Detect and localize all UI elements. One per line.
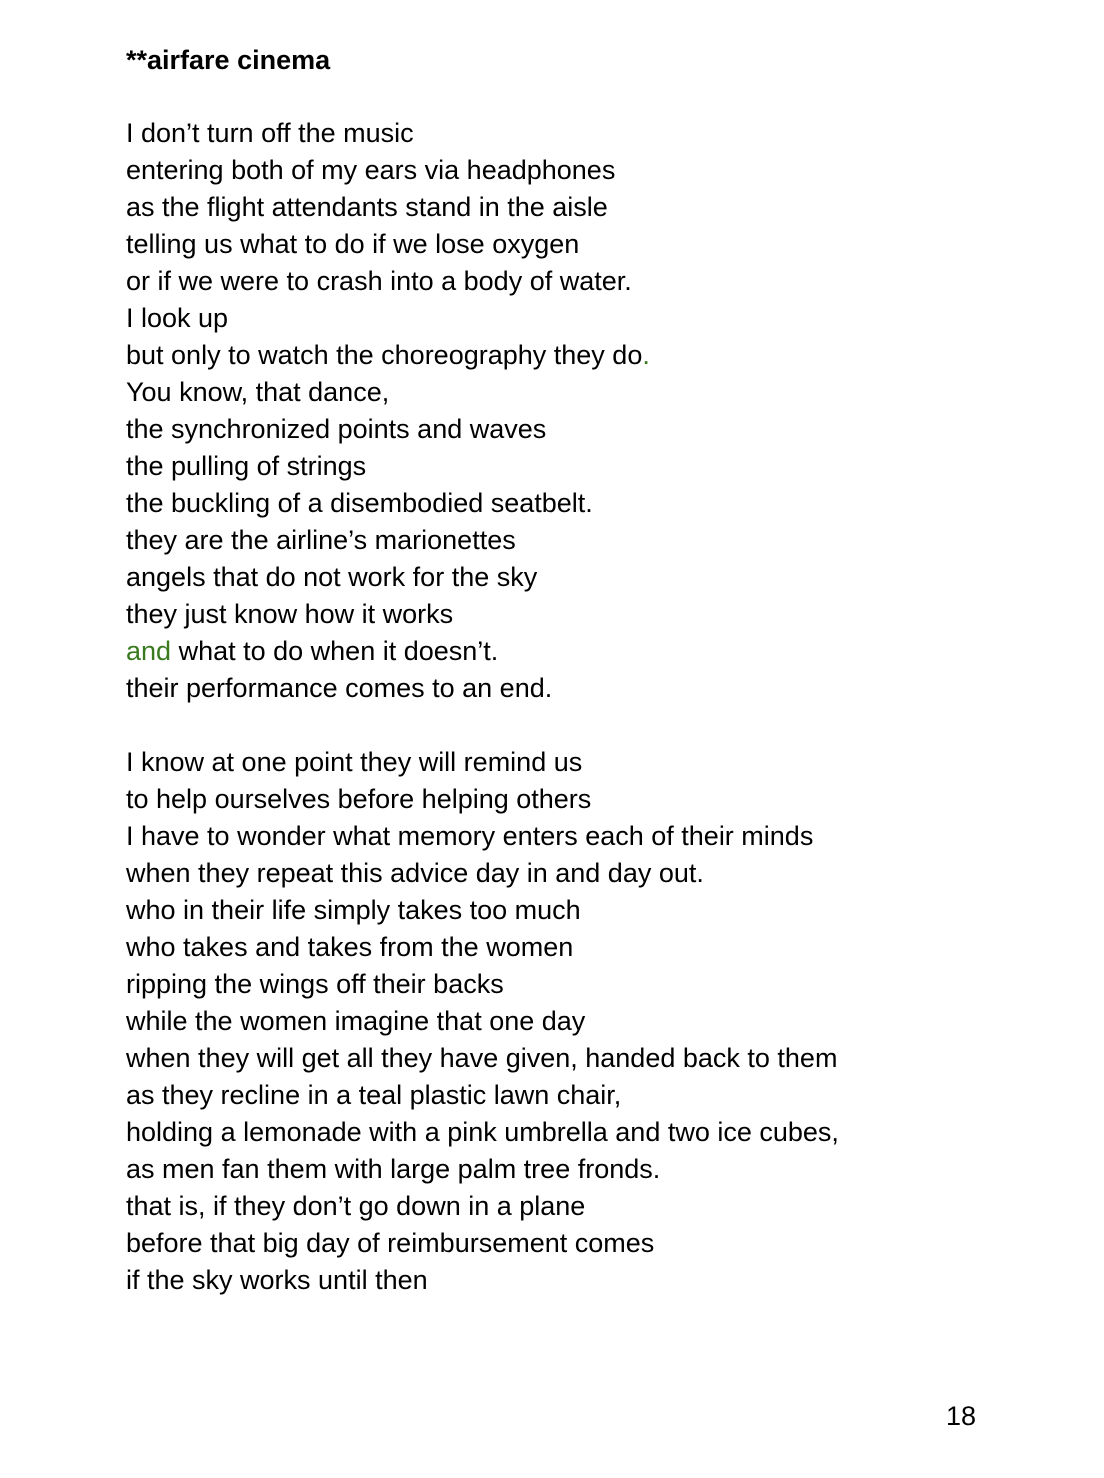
poem-title: **airfare cinema xyxy=(126,45,331,75)
poem-line: I don’t turn off the music xyxy=(126,118,414,148)
poem-line-text: what to do when it doesn’t. xyxy=(178,636,499,666)
poem-line: who in their life simply takes too much xyxy=(126,895,581,925)
poem-line: or if we were to crash into a body of water. xyxy=(126,266,632,296)
poem-line: angels that do not work for the sky xyxy=(126,562,538,592)
poem-line: while the women imagine that one day xyxy=(126,1006,586,1036)
poem-line: who takes and takes from the women xyxy=(126,932,574,962)
poem-line: they just know how it works xyxy=(126,599,454,629)
stanza-1 xyxy=(126,115,650,707)
poem-line: I have to wonder what memory enters each of their minds xyxy=(126,821,814,851)
poem-line: the synchronized points and waves xyxy=(126,414,547,444)
poem-line: holding a lemonade with a pink umbrella and two ice cubes, xyxy=(126,1117,839,1147)
poem-line: You know, that dance, xyxy=(126,377,390,407)
poem-line: the buckling of a disembodied seatbelt. xyxy=(126,488,593,518)
poem-line: before that big day of reimbursement comes xyxy=(126,1228,655,1258)
poem-line: their performance comes to an end. xyxy=(126,673,553,703)
poem-line: entering both of my ears via headphones xyxy=(126,155,616,185)
poem-line: as they recline in a teal plastic lawn chair, xyxy=(126,1080,622,1110)
poem-line: that is, if they don’t go down in a plane xyxy=(126,1191,586,1221)
poem-line: telling us what to do if we lose oxygen xyxy=(126,229,580,259)
highlighted-period: . xyxy=(642,340,650,370)
poem-line: as men fan them with large palm tree fronds. xyxy=(126,1154,661,1184)
poem-line: when they will get all they have given, handed back to them xyxy=(126,1043,838,1073)
poem-line: I look up xyxy=(126,303,229,333)
poem-line: the pulling of strings xyxy=(126,451,367,481)
poem-line: to help ourselves before helping others xyxy=(126,784,592,814)
stanza-2 xyxy=(126,744,839,1299)
highlighted-word-and: and xyxy=(126,636,172,666)
poem-line: they are the airline’s marionettes xyxy=(126,525,516,555)
poem-line xyxy=(126,633,650,670)
poem-line-text: but only to watch the choreography they do xyxy=(126,340,643,370)
poem-line xyxy=(126,337,650,374)
poem-line: when they repeat this advice day in and day out. xyxy=(126,858,704,888)
poem-line: if the sky works until then xyxy=(126,1265,428,1295)
poem-line: ripping the wings off their backs xyxy=(126,969,504,999)
poem-line: I know at one point they will remind us xyxy=(126,747,583,777)
poem-line: as the flight attendants stand in the aisle xyxy=(126,192,608,222)
page-number: 18 xyxy=(945,1401,976,1431)
